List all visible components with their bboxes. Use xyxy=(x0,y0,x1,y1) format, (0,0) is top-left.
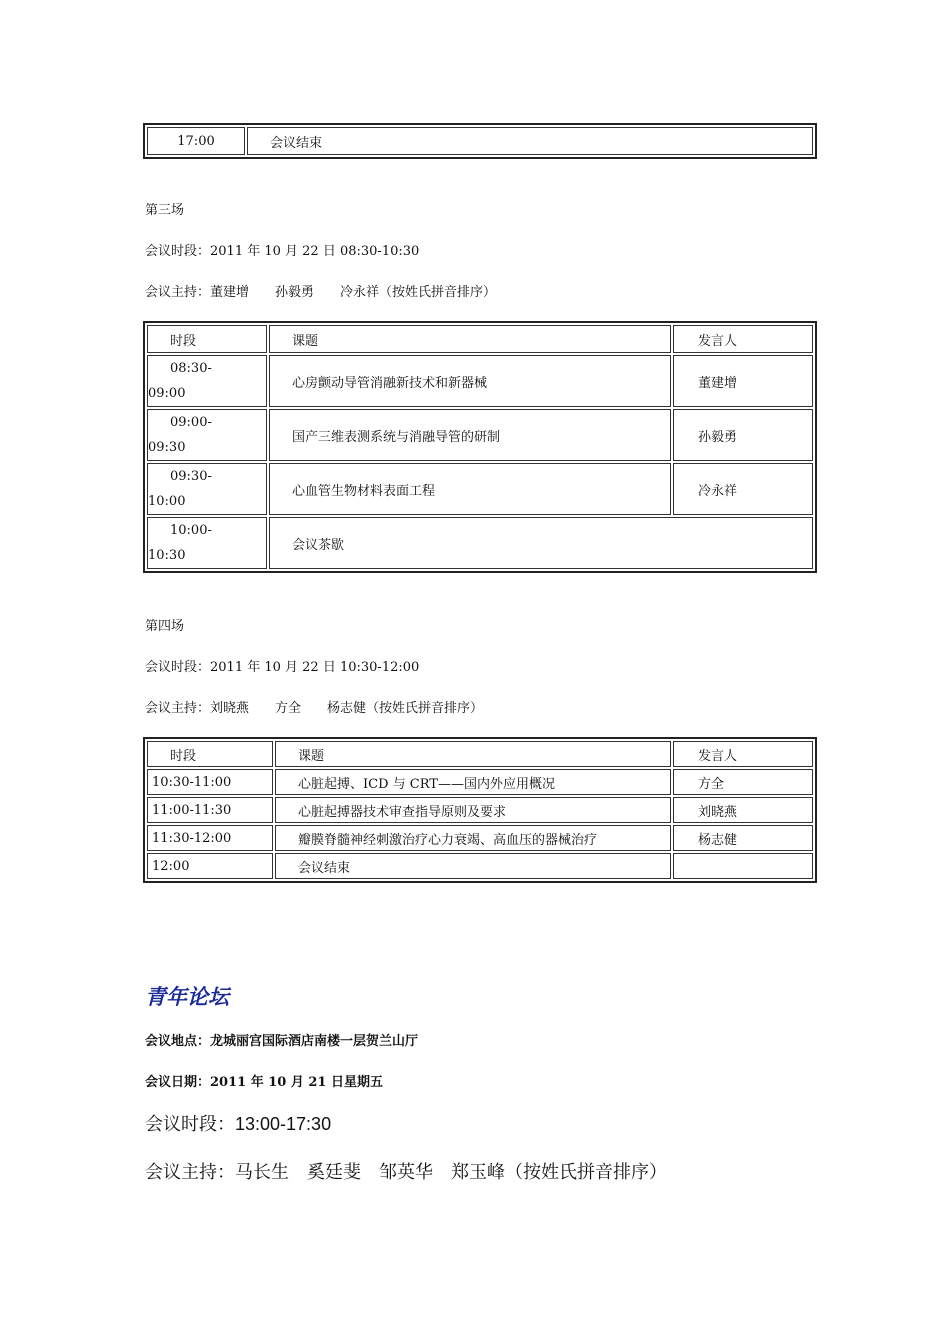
speaker-cell: 董建增 xyxy=(673,355,813,407)
speaker-cell: 冷永祥 xyxy=(673,463,813,515)
topic-cell: 心脏起搏、ICD 与 CRT——国内外应用概况 xyxy=(275,769,671,795)
header-time: 时段 xyxy=(147,325,267,353)
topic-cell: 会议茶歇 xyxy=(269,517,813,569)
topic-cell: 心血管生物材料表面工程 xyxy=(269,463,671,515)
youth-forum-time-label: 会议时段： xyxy=(145,1114,235,1135)
table-row xyxy=(147,825,813,851)
time-cell: 10:30-11:00 xyxy=(147,769,273,795)
youth-forum-time xyxy=(145,1113,331,1136)
time-cell: 09:00- 09:30 xyxy=(147,409,267,461)
speaker-cell: 孙毅勇 xyxy=(673,409,813,461)
time-cell: 11:30-12:00 xyxy=(147,825,273,851)
speaker-cell: 方全 xyxy=(673,769,813,795)
header-time: 时段 xyxy=(147,741,273,767)
table-row xyxy=(147,127,813,155)
session3-title: 第三场 xyxy=(145,203,185,218)
topic-cell: 心房颤动导管消融新技术和新器械 xyxy=(269,355,671,407)
speaker-cell xyxy=(673,853,813,879)
session3-host: 会议主持：董建增 孙毅勇 冷永祥（按姓氏拼音排序） xyxy=(145,285,497,300)
table-row xyxy=(147,517,813,569)
header-speaker: 发言人 xyxy=(673,741,813,767)
table-header-row xyxy=(147,325,813,353)
table-row xyxy=(147,797,813,823)
top-schedule-table xyxy=(143,123,817,159)
topic-cell: 国产三维表测系统与消融导管的研制 xyxy=(269,409,671,461)
session4-host: 会议主持：刘晓燕 方全 杨志健（按姓氏拼音排序） xyxy=(145,701,484,716)
topic-cell: 心脏起搏器技术审查指导原则及要求 xyxy=(275,797,671,823)
header-topic: 课题 xyxy=(275,741,671,767)
time-cell: 08:30- 09:00 xyxy=(147,355,267,407)
time-cell: 17:00 xyxy=(147,127,245,155)
session4-title: 第四场 xyxy=(145,619,185,634)
session3-table xyxy=(143,321,817,573)
youth-forum-time-value: 13:00-17:30 xyxy=(235,1114,332,1134)
table-row xyxy=(147,853,813,879)
table-header-row xyxy=(147,741,813,767)
session4-time: 会议时段：2011 年 10 月 22 日 10:30-12:00 xyxy=(145,660,420,675)
time-cell: 11:00-11:30 xyxy=(147,797,273,823)
youth-forum-date: 会议日期：2011 年 10 月 21 日星期五 xyxy=(145,1075,383,1090)
header-speaker: 发言人 xyxy=(673,325,813,353)
youth-forum-host: 会议主持：马长生 奚廷斐 邹英华 郑玉峰（按姓氏拼音排序） xyxy=(145,1162,667,1183)
session3-time: 会议时段：2011 年 10 月 22 日 08:30-10:30 xyxy=(145,244,420,259)
topic-cell: 瓣膜脊髓神经刺激治疗心力衰竭、高血压的器械治疗 xyxy=(275,825,671,851)
topic-cell: 会议结束 xyxy=(247,127,813,155)
table-row xyxy=(147,355,813,407)
table-row xyxy=(147,463,813,515)
speaker-cell: 刘晓燕 xyxy=(673,797,813,823)
session4-table xyxy=(143,737,817,883)
table-row xyxy=(147,409,813,461)
time-cell: 10:00- 10:30 xyxy=(147,517,267,569)
youth-forum-title: 青年论坛 xyxy=(145,984,229,1009)
speaker-cell: 杨志健 xyxy=(673,825,813,851)
youth-forum-location: 会议地点：龙城丽宫国际酒店南楼一层贺兰山厅 xyxy=(145,1034,419,1049)
topic-cell: 会议结束 xyxy=(275,853,671,879)
time-cell: 09:30- 10:00 xyxy=(147,463,267,515)
table-row xyxy=(147,769,813,795)
time-cell: 12:00 xyxy=(147,853,273,879)
header-topic: 课题 xyxy=(269,325,671,353)
